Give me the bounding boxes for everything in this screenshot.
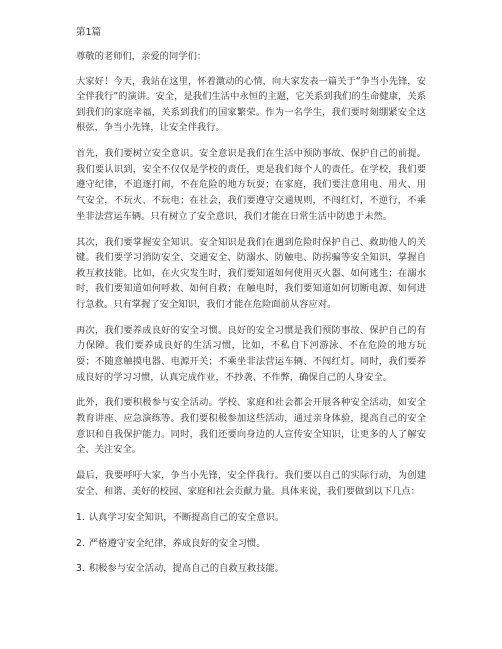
list-item-number: 3. (76, 563, 85, 575)
paragraph-conclusion: 最后，我要呼吁大家，争当小先锋，安全伴我行。我们要以自己的实际行动，为创建安全、和谐、美好的校园、家庭和社会贡献力量。具体来说，我们要做到以下几点： (76, 470, 426, 497)
list-item-text: 积极参与安全活动，提高自己的自救互救技能。 (88, 563, 285, 575)
paragraph-habits: 再次，我们要养成良好的安全习惯。良好的安全习惯是我们预防事故、保护自己的有力保障。我们要养成良好的生活习惯，比如，不私自下河游泳、不在危险的地方玩耍；不随意触摸电器、电源开关；不乘坐非法营运车辆、不闯红灯。同时，我们要养成良好的学习习惯，认真完成作业，不抄袭、不作弊，确保自己的人身安全。 (76, 324, 426, 383)
paragraph-knowledge: 其次，我们要掌握安全知识。安全知识是我们在遇到危险时保护自己、救助他人的关键。我们要学习消防安全、交通安全、防溺水、防触电、防拐骗等安全知识，掌握自救互救技能。比如，在火灾发生时，我们要知道如何使用灭火器、如何逃生；在溺水时，我们要知道如何呼救、如何自救；在触电时，我们要知道如何切断电源、如何进行急救。只有掌握了安全知识，我们才能在危险面前从容应对。 (76, 236, 426, 310)
paragraph-awareness: 首先，我们要树立安全意识。安全意识是我们在生活中预防事故、保护自己的前提。我们要认识到，安全不仅仅是学校的责任，更是我们每个人的责任。在学校，我们要遵守纪律，不追逐打闹，不在危险的地方玩耍；在家庭，我们要注意用电、用火、用气安全，不玩火、不玩电；在社会，我们要遵守交通规则，不闯红灯，不逆行，不乘坐非法营运车辆。只有树立了安全意识，我们才能在日常生活中防患于未然。 (76, 148, 426, 222)
list-item-text: 认真学习安全知识，不断提高自己的安全意识。 (88, 511, 285, 523)
salutation: 尊敬的老师们，亲爱的同学们： (76, 51, 207, 62)
list-item (76, 561, 426, 577)
list-item (76, 536, 426, 552)
paragraph-activities: 此外，我们要积极参与安全活动。学校、家庭和社会都会开展各种安全活动，如安全教育讲座、应急演练等。我们要积极参加这些活动，通过亲身体验，提高自己的安全意识和自我保护能力。同时，我们还要向身边的人宣传安全知识，让更多的人了解安全、关注安全。 (76, 397, 426, 456)
paragraph-intro: 大家好！今天，我站在这里，怀着激动的心情，向大家发表一篇关于“争当小先锋，安全伴我行”的演讲。安全，是我们生活中永恒的主题，它关系到我们的生命健康，关系到我们的家庭幸福，关系到我们的国家繁荣。作为一名学生，我们要时刻绷紧安全这根弦，争当小先锋，让安全伴我行。 (76, 75, 426, 134)
list-item-number: 1. (76, 511, 85, 523)
section-heading: 第1篇 (76, 27, 102, 38)
list-item-number: 2. (76, 537, 85, 549)
list-item-text: 严格遵守安全纪律，养成良好的安全习惯。 (88, 537, 266, 549)
action-list (76, 510, 426, 577)
list-item (76, 510, 426, 526)
